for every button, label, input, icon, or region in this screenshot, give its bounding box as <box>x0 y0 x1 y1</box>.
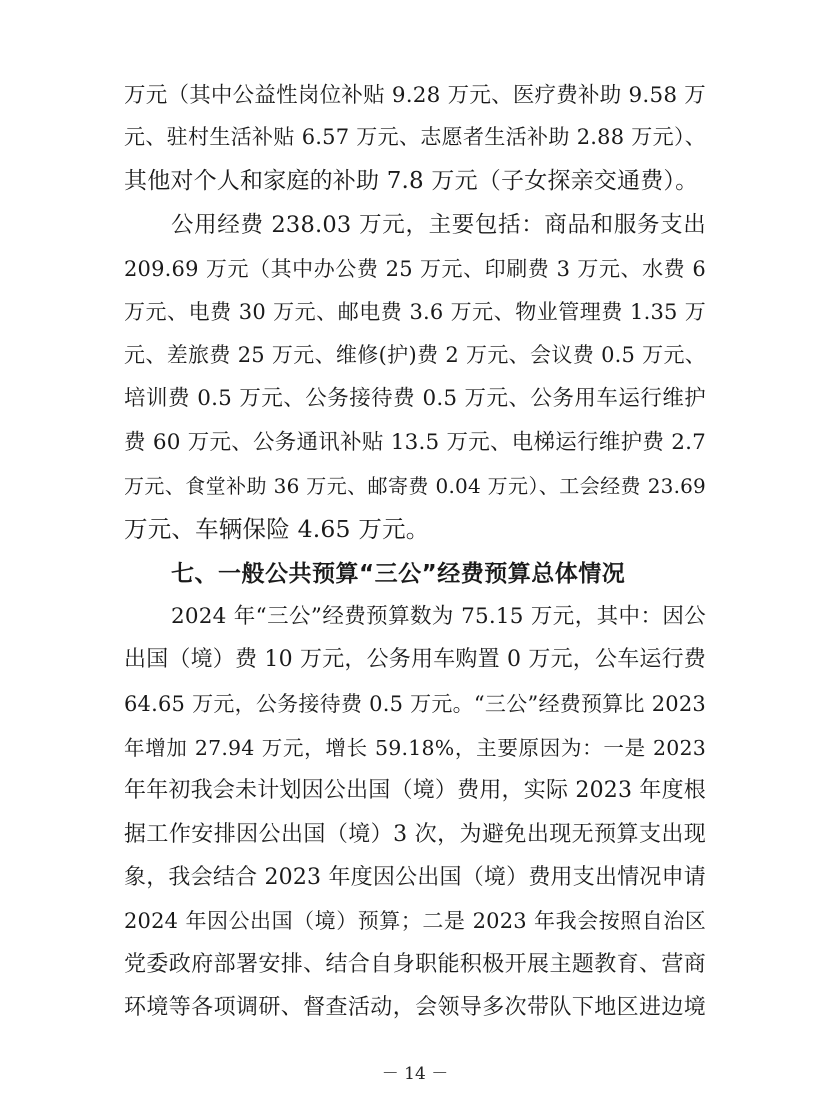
text-line: 公用经费 238.03 万元，主要包括：商品和服务支出 <box>171 212 706 238</box>
text-line: 培训费 0.5 万元、公务接待费 0.5 万元、公务用车运行维护 <box>124 386 706 411</box>
text-line: 万元（其中公益性岗位补贴 9.28 万元、医疗费补助 9.58 万 <box>124 83 706 108</box>
text-line: 环境等各项调研、督查活动，会领导多次带队下地区进边境 <box>124 995 706 1020</box>
section-heading: 七、一般公共预算“三公”经费预算总体情况 <box>171 561 626 587</box>
text-line: 年增加 27.94 万元，增长 59.18%，主要原因为：一是 2023 <box>124 736 706 760</box>
text-line: 万元、食堂补助 36 万元、邮寄费 0.04 万元）、工会经费 23.69 <box>124 474 706 498</box>
text-line: 党委政府部署安排、结合自身职能积极开展主题教育、营商 <box>124 952 706 977</box>
text-line: 年年初我会未计划因公出国（境）费用，实际 2023 年度根 <box>124 778 706 803</box>
text-line: 出国（境）费 10 万元，公务用车购置 0 万元，公车运行费 <box>124 647 706 672</box>
text-line: 2024 年“三公”经费预算数为 75.15 万元，其中：因公 <box>171 604 706 629</box>
text-line: 其他对个人和家庭的补助 7.8 万元（子女探亲交通费）。 <box>124 168 699 194</box>
text-line: 据工作安排因公出国（境）3 次，为避免出现无预算支出现 <box>124 822 706 847</box>
text-line: 2024 年因公出国（境）预算；二是 2023 年我会按照自治区 <box>124 909 706 933</box>
text-line: 象，我会结合 2023 年度因公出国（境）费用支出情况申请 <box>124 865 706 890</box>
text-line: 元、差旅费 25 万元、维修(护)费 2 万元、会议费 0.5 万元、 <box>124 343 706 367</box>
text-line: 万元、车辆保险 4.65 万元。 <box>124 515 430 543</box>
text-line: 元、驻村生活补贴 6.57 万元、志愿者生活补助 2.88 万元）、 <box>124 125 706 149</box>
text-line: 209.69 万元（其中办公费 25 万元、印刷费 3 万元、水费 6 <box>124 257 706 281</box>
text-line: 费 60 万元、公务通讯补贴 13.5 万元、电梯运行维护费 2.7 <box>124 430 706 455</box>
text-line: 64.65 万元，公务接待费 0.5 万元。“三公”经费预算比 2023 <box>124 692 706 716</box>
text-line: 万元、电费 30 万元、邮电费 3.6 万元、物业管理费 1.35 万 <box>124 300 706 324</box>
page-number: － 14 － <box>381 1064 449 1084</box>
